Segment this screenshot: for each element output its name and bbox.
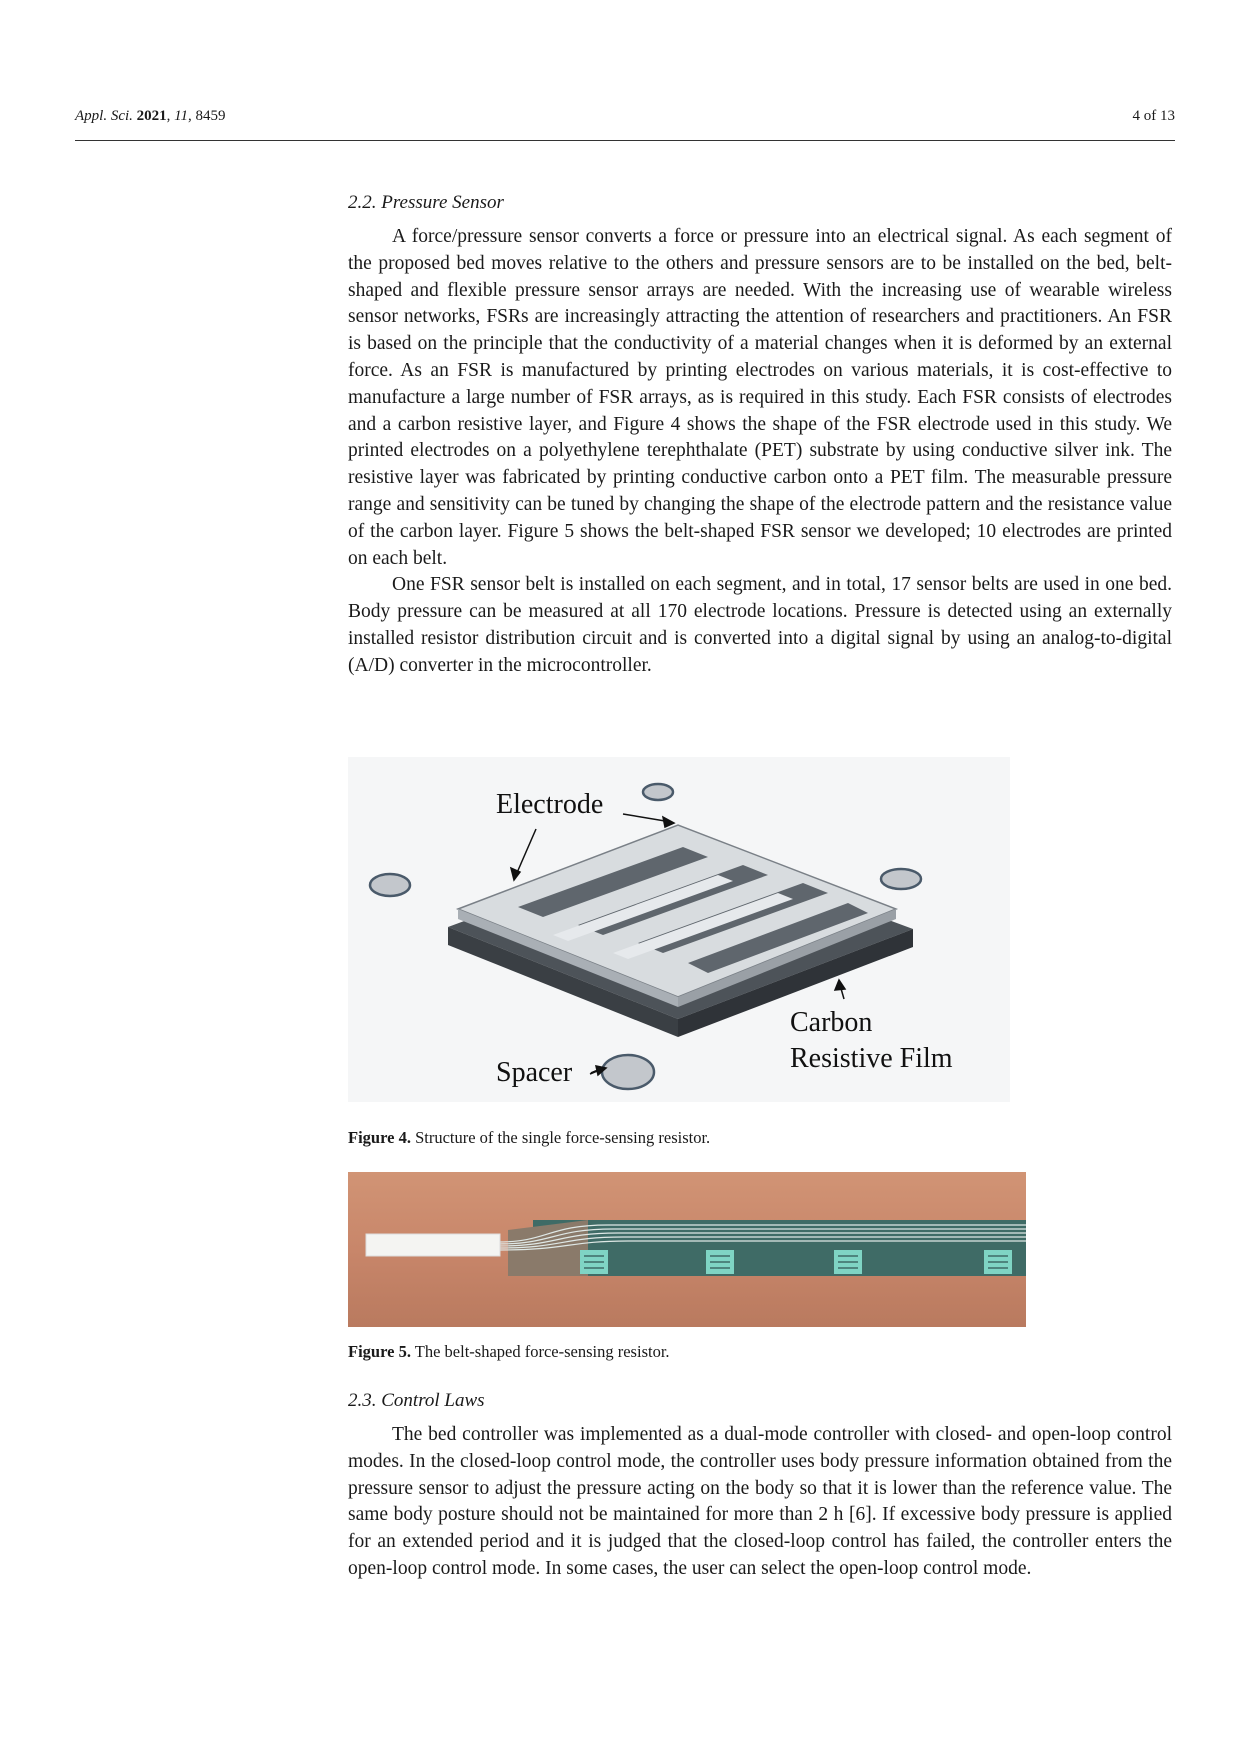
- section-2-2: [348, 192, 1172, 680]
- connector-tab: [366, 1234, 500, 1256]
- figure-5-caption: [348, 1342, 670, 1362]
- label-electrode: Electrode: [496, 789, 604, 820]
- section-2-3: [348, 1390, 1172, 1583]
- spacer-left: [370, 874, 410, 896]
- figure-5: [348, 1172, 1026, 1327]
- figure-4: [348, 757, 1010, 1102]
- caption-text: The belt-shaped force-sensing resistor.: [414, 1342, 670, 1361]
- article-number: 8459: [195, 108, 226, 124]
- page-number: 4 of 13: [1132, 108, 1175, 124]
- paragraph: A force/pressure sensor converts a force or pressure into an electrical signal. As each segment of the proposed bed moves relative to the others and pressure sensors are to be installed on the bed, belt-shaped and flexible pressure sensor arrays are needed. With the increasing use of wearable wireless sensor networks, FSRs are increasingly attracting the attention of researchers and practitioners. An FSR is based on the principle that the conductivity of a material changes when it is deformed by an external force. As an FSR is manufactured by printing electrodes on various materials, it is cost-effective to manufacture a large number of FSR arrays, as is required in this study. Each FSR consists of electrodes and a carbon resistive layer, and Figure 4 shows the shape of the FSR electrode used in this study. We printed electrodes on a polyethylene terephthalate (PET) substrate by using conductive silver ink. The resistive layer was fabricated by printing conductive carbon onto a PET film. The measurable pressure range and sensitivity can be tuned by changing the shape of the electrode pattern and the resistance value of the carbon layer. Figure 5 shows the belt-shaped FSR sensor we developed; 10 electrodes are printed on each belt.: [348, 226, 1172, 569]
- label-carbon: Carbon: [790, 1007, 873, 1038]
- journal-volume: 11: [174, 108, 189, 124]
- fsr-structure-diagram: [348, 757, 1010, 1102]
- section-title: 2.3. Control Laws: [348, 1390, 485, 1411]
- fsr-belt-photo: [348, 1172, 1026, 1327]
- spacer-right: [881, 869, 921, 889]
- label-spacer: Spacer: [496, 1057, 573, 1088]
- paragraph: One FSR sensor belt is installed on each segment, and in total, 17 sensor belts are used in one bed. Body pressure can be measured at all 170 electrode locations. Pressure is detected using an externally installed resistor distribution circuit and is converted into a digital signal by using an analog-to-digital (A/D) converter in the microcontroller.: [348, 574, 1172, 676]
- page-header: [75, 108, 1175, 141]
- caption-label: Figure 5.: [348, 1342, 411, 1361]
- section-title: 2.2. Pressure Sensor: [348, 192, 504, 213]
- journal-year: 2021: [136, 108, 167, 124]
- paragraph: The bed controller was implemented as a dual-mode controller with closed- and open-loop control modes. In the closed-loop control mode, the controller uses body pressure information obtained from the pressure sensor to adjust the pressure acting on the body so that it is lower than the reference value. The same body posture should not be maintained for more than 2 h [6]. If excessive body pressure is applied for an extended period and it is judged that the closed-loop control has failed, the controller enters the open-loop control mode. In some cases, the user can select the open-loop control mode.: [348, 1424, 1172, 1579]
- journal-abbr: Appl. Sci.: [75, 108, 133, 124]
- spacer-top: [643, 784, 673, 800]
- caption-label: Figure 4.: [348, 1128, 411, 1147]
- caption-text: Structure of the single force-sensing resistor.: [415, 1128, 711, 1147]
- figure-4-caption: [348, 1128, 710, 1148]
- label-resistive-film: Resistive Film: [790, 1043, 953, 1074]
- journal-citation: Appl. Sci. 2021, 11, 8459: [75, 108, 226, 124]
- spacer-bottom: [602, 1055, 654, 1089]
